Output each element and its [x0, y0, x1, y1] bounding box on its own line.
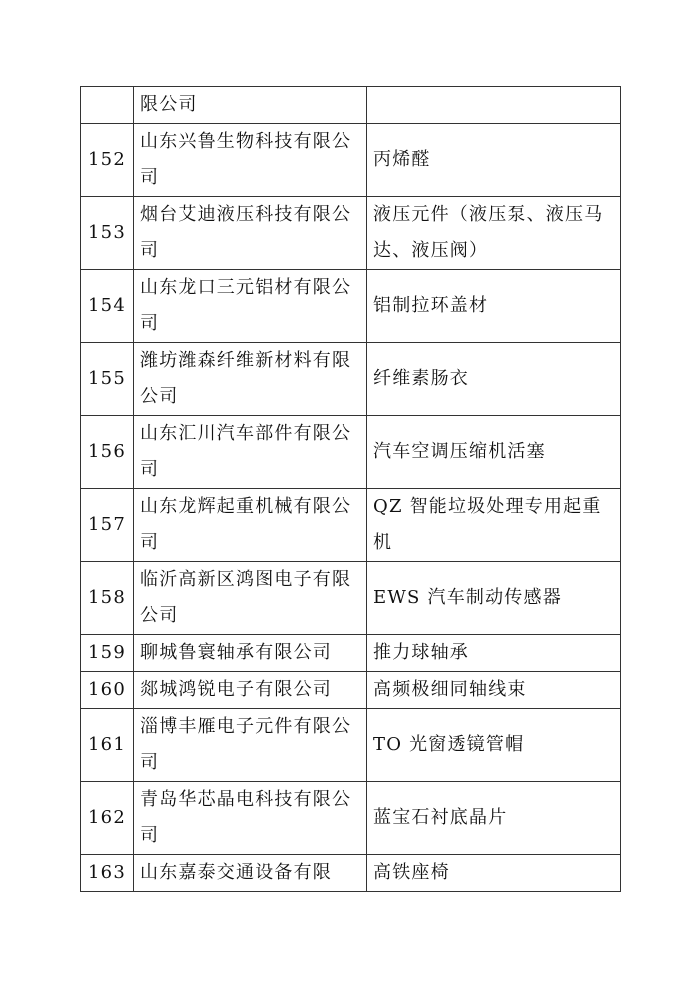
- company-product-table: [80, 86, 621, 892]
- product-name: 推力球轴承: [367, 635, 621, 672]
- product-name: 丙烯醛: [367, 124, 621, 197]
- table-row: [81, 87, 621, 124]
- company-name: 烟台艾迪液压科技有限公司: [134, 197, 367, 270]
- row-number: [81, 87, 134, 124]
- company-name: 潍坊潍森纤维新材料有限公司: [134, 343, 367, 416]
- table-row: [81, 270, 621, 343]
- company-name: 聊城鲁寰轴承有限公司: [134, 635, 367, 672]
- product-name: 纤维素肠衣: [367, 343, 621, 416]
- product-name: [367, 87, 621, 124]
- company-name: 限公司: [134, 87, 367, 124]
- company-name: 青岛华芯晶电科技有限公司: [134, 782, 367, 855]
- table-row: [81, 343, 621, 416]
- table-row: [81, 855, 621, 892]
- row-number: 159: [81, 635, 134, 672]
- company-name: 山东嘉泰交通设备有限: [134, 855, 367, 892]
- product-name: 汽车空调压缩机活塞: [367, 416, 621, 489]
- company-name: 淄博丰雁电子元件有限公司: [134, 709, 367, 782]
- product-name: 高频极细同轴线束: [367, 672, 621, 709]
- product-name: QZ 智能垃圾处理专用起重机: [367, 489, 621, 562]
- company-name: 临沂高新区鸿图电子有限公司: [134, 562, 367, 635]
- row-number: 163: [81, 855, 134, 892]
- product-name: 液压元件（液压泵、液压马达、液压阀）: [367, 197, 621, 270]
- row-number: 160: [81, 672, 134, 709]
- company-name: 山东龙辉起重机械有限公司: [134, 489, 367, 562]
- table-row: [81, 124, 621, 197]
- row-number: 158: [81, 562, 134, 635]
- row-number: 152: [81, 124, 134, 197]
- row-number: 154: [81, 270, 134, 343]
- company-name: 山东兴鲁生物科技有限公司: [134, 124, 367, 197]
- table-row: [81, 562, 621, 635]
- row-number: 162: [81, 782, 134, 855]
- table-row: [81, 782, 621, 855]
- row-number: 153: [81, 197, 134, 270]
- company-name: 郯城鸿锐电子有限公司: [134, 672, 367, 709]
- table-row: [81, 672, 621, 709]
- table-row: [81, 416, 621, 489]
- company-name: 山东龙口三元铝材有限公司: [134, 270, 367, 343]
- product-name: 蓝宝石衬底晶片: [367, 782, 621, 855]
- product-name: 高铁座椅: [367, 855, 621, 892]
- product-name: 铝制拉环盖材: [367, 270, 621, 343]
- product-name: EWS 汽车制动传感器: [367, 562, 621, 635]
- table-row: [81, 489, 621, 562]
- table-row: [81, 709, 621, 782]
- row-number: 156: [81, 416, 134, 489]
- row-number: 161: [81, 709, 134, 782]
- row-number: 157: [81, 489, 134, 562]
- row-number: 155: [81, 343, 134, 416]
- product-name: TO 光窗透镜管帽: [367, 709, 621, 782]
- table-row: [81, 635, 621, 672]
- table-row: [81, 197, 621, 270]
- company-name: 山东汇川汽车部件有限公司: [134, 416, 367, 489]
